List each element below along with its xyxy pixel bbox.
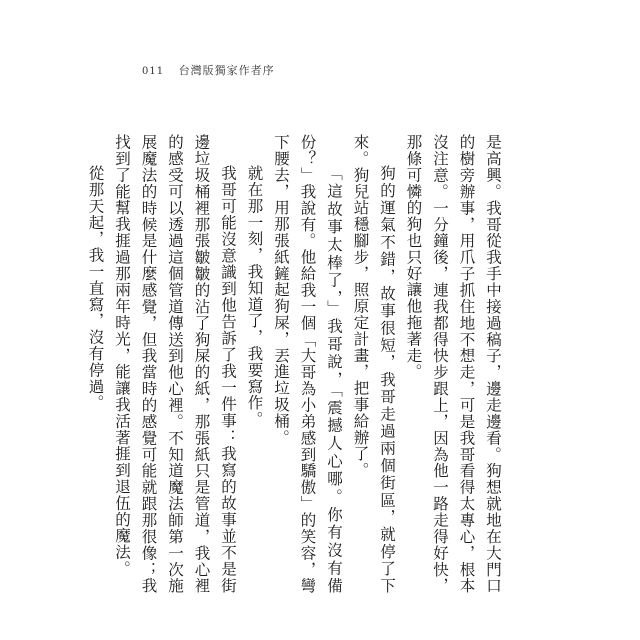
- paragraph-6: 從那天起，我一直寫，沒有停過。: [86, 165, 105, 411]
- running-head: [142, 62, 275, 78]
- chapter-title: 台灣版獨家作者序: [178, 64, 275, 77]
- paragraph-4: 就在那一刻，我知道了，我要寫作。: [245, 165, 264, 428]
- paragraph-1: 是高興。我哥從我手中接過稿子，邊走邊看。狗想就地在大門口的樹旁辦事，用爪子抓住地不想走，可是我哥看得太專心，根本沒注意。一分鐘後，連我都得快步跟上，因為他一路走得好快，那條可憐的狗也只好讓他拖著走。: [404, 134, 502, 594]
- body-text: [82, 134, 506, 594]
- paragraph-3: 「這故事太棒了，」我哥說，「震撼人心哪。你有沒有備份？」我說有。他給我一個「大哥為小弟感到驕傲」的笑容，彎下腰去，用那張紙鏟起狗屎，丟進垃圾桶。: [272, 134, 343, 594]
- paragraph-5: 我哥可能沒意識到他告訴了我一件事：我寫的故事並不是街邊垃圾桶裡那張皺皺的沾了狗屎的紙，那張紙只是管道，我心裡的感受可以透過這個管道傳送到他心裡。不知道魔法師第一次施展魔法的時候是什麼感覺，但我當時的感覺可能就跟那很像；我找到了能幫我捱過那兩年時光，能讓我活著捱到退伍的魔法。: [113, 134, 237, 594]
- page-number: 011: [142, 66, 165, 77]
- paragraph-2: 狗的運氣不錯，故事很短，我哥走過兩個街區，就停了下來。狗兒站穩腳步，照原定計畫，把事給辦了。: [351, 134, 396, 594]
